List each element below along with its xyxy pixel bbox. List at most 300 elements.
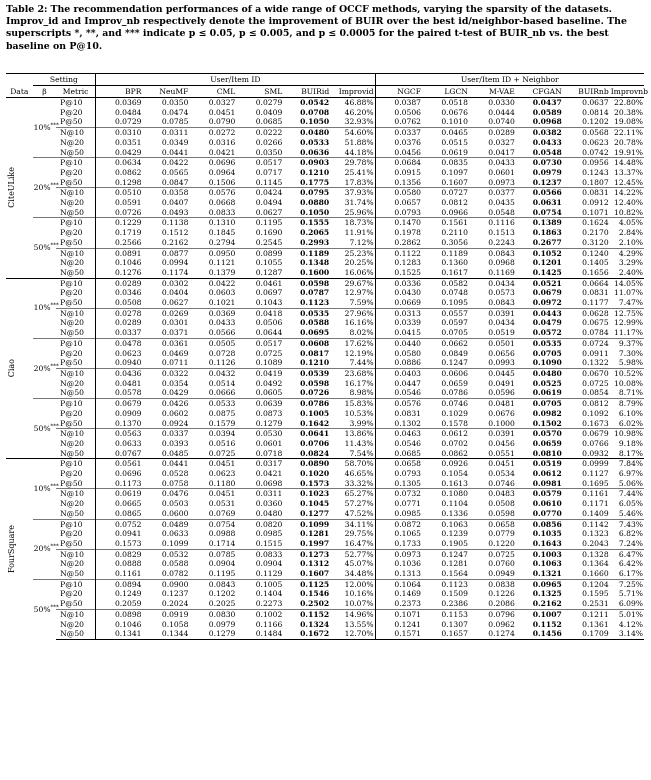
table-row: [6, 188, 644, 198]
table-cell: 0.0787: [300, 288, 330, 298]
table-cell: 0.1035: [532, 529, 562, 539]
results-table: [6, 73, 648, 640]
table-cell: 7.47%: [618, 298, 643, 308]
table-cell: 0.0812: [441, 198, 468, 208]
table-row: [6, 108, 644, 118]
table-cell: 0.0437: [532, 98, 562, 107]
metric-label: P@20: [60, 348, 83, 358]
column-header: NeuMF: [143, 86, 190, 98]
metric-label: N@20: [60, 198, 85, 208]
table-cell: 0.0779: [488, 529, 515, 539]
table-cell: 0.1201: [532, 258, 562, 268]
table-cell: 0.0327: [488, 137, 515, 147]
table-cell: 0.1733: [375, 539, 422, 549]
table-cell: 0.1003: [516, 549, 563, 559]
table-cell: 0.0369: [189, 308, 236, 318]
table-cell: 0.0272: [189, 128, 236, 138]
table-cell: 0.1052: [516, 248, 563, 258]
table-cell: 0.1129: [255, 569, 283, 579]
table-cell: 0.0742: [582, 147, 609, 157]
table-cell: 0.1189: [283, 248, 330, 258]
table-cell: 0.0711: [161, 358, 189, 368]
table-cell: 0.0506: [375, 108, 422, 118]
table-cell: 0.0810: [532, 448, 562, 458]
table-cell: 0.2043: [582, 538, 609, 548]
table-cell: 46.65%: [344, 469, 374, 479]
metric-label: P@20: [60, 529, 83, 539]
table-cell: 47.52%: [344, 508, 374, 518]
table-cell: 0.0981: [532, 478, 562, 488]
table-row: [6, 138, 644, 148]
table-cell: 0.1174: [161, 267, 189, 277]
table-cell: 0.1023: [283, 489, 330, 499]
table-cell: 0.0872: [375, 519, 422, 529]
table-cell: 0.0962: [488, 619, 515, 629]
metric-label: P@20: [60, 469, 83, 479]
table-cell: 7.30%: [618, 348, 643, 358]
table-cell: 0.0675: [582, 318, 609, 328]
table-cell: 5.71%: [618, 589, 643, 599]
table-row: [6, 459, 644, 469]
table-cell: 0.0641: [283, 429, 330, 439]
table-cell: 51.88%: [344, 137, 374, 147]
table-cell: 0.0696: [96, 469, 143, 479]
metric-label: P@10: [56, 579, 95, 589]
table-cell: 0.0786: [441, 388, 468, 398]
table-cell: 0.0833: [236, 549, 283, 559]
metric-label: N@50: [60, 147, 85, 157]
table-cell: 0.0589: [532, 107, 562, 117]
table-cell: 0.1302: [375, 419, 422, 429]
table-cell: 0.0831: [563, 188, 610, 198]
table-cell: 0.0973: [488, 177, 515, 187]
table-cell: 0.0762: [375, 117, 422, 127]
table-cell: 25.96%: [344, 207, 374, 217]
metric-label: P@50: [60, 177, 83, 187]
table-cell: 37.93%: [330, 188, 375, 198]
table-row: [6, 318, 644, 328]
table-cell: 0.0445: [469, 368, 516, 378]
table-cell: 0.1277: [300, 508, 330, 518]
table-cell: 0.3056: [441, 237, 468, 247]
table-cell: 0.1240: [563, 248, 610, 258]
table-cell: 0.0576: [375, 399, 422, 409]
table-cell: 0.1145: [255, 177, 283, 187]
table-cell: 0.0456: [375, 148, 422, 158]
table-row: [6, 338, 644, 348]
metric-label: N@50: [60, 569, 85, 579]
metric-label: P@50: [60, 237, 83, 247]
table-cell: 0.1161: [563, 489, 610, 499]
table-row: [6, 469, 644, 479]
table-cell: 0.0979: [208, 619, 236, 629]
table-cell: 0.1310: [189, 218, 236, 228]
table-cell: 0.0758: [161, 478, 189, 488]
table-row: [6, 539, 644, 549]
table-cell: 0.0903: [283, 158, 330, 168]
table-cell: 0.0493: [161, 207, 189, 217]
table-cell: 0.0725: [469, 549, 516, 559]
table-cell: 0.0717: [255, 167, 283, 177]
table-cell: 0.2170: [582, 228, 609, 238]
table-row: [6, 178, 644, 188]
table-body: [6, 98, 644, 640]
table-cell: 0.0708: [300, 107, 330, 117]
table-cell: 0.2862: [375, 238, 422, 248]
table-cell: 0.0518: [441, 98, 468, 107]
table-cell: 0.0387: [375, 98, 422, 108]
column-header: BPR: [96, 86, 143, 98]
table-cell: 0.0528: [161, 469, 189, 479]
table-row: [6, 559, 644, 569]
table-cell: 0.1007: [516, 609, 563, 619]
table-cell: 4.05%: [610, 218, 644, 228]
metric-label: N@20: [60, 619, 85, 629]
metric-label: P@50: [60, 117, 83, 127]
table-cell: 0.0485: [161, 448, 189, 458]
column-header: BUIRnb: [563, 86, 610, 98]
table-cell: 12.19%: [344, 348, 374, 358]
table-cell: 0.0894: [96, 579, 143, 589]
table-cell: 22.11%: [610, 128, 644, 138]
table-cell: 0.0435: [488, 198, 515, 208]
table-cell: 0.0451: [208, 107, 236, 117]
table-cell: 0.1046: [96, 620, 143, 630]
table-cell: 0.2162: [161, 237, 189, 247]
table-cell: 0.1080: [422, 489, 469, 499]
table-cell: 0.1348: [300, 258, 330, 268]
metric-label: P@10: [56, 338, 95, 348]
table-cell: 0.0782: [161, 569, 189, 579]
table-cell: 0.1564: [441, 569, 468, 579]
table-cell: 0.0899: [236, 248, 283, 258]
table-cell: 19.91%: [614, 147, 643, 157]
table-cell: 0.0576: [189, 188, 236, 198]
table-cell: 0.0728: [208, 348, 236, 358]
table-cell: 0.1063: [532, 559, 562, 569]
table-cell: 8.98%: [349, 388, 374, 398]
table-row: [6, 168, 644, 178]
table-cell: 0.0391: [469, 429, 516, 439]
table-cell: 0.0888: [96, 559, 143, 569]
metric-label: P@50: [60, 538, 83, 548]
table-cell: 0.0631: [532, 198, 562, 208]
table-cell: 0.0469: [161, 348, 189, 358]
table-cell: 0.0679: [563, 429, 610, 439]
table-cell: 0.0702: [441, 438, 468, 448]
table-cell: 0.0662: [422, 338, 469, 348]
table-cell: 0.0812: [563, 399, 610, 409]
table-cell: 0.1142: [563, 519, 610, 529]
table-cell: 0.0517: [236, 158, 283, 168]
table-cell: 11.91%: [344, 228, 374, 238]
table-cell: 0.0422: [143, 158, 190, 168]
table-cell: 0.2993: [300, 237, 330, 247]
metric-label: N@20: [60, 137, 85, 147]
table-cell: 0.2243: [488, 237, 515, 247]
table-cell: 0.2794: [208, 237, 236, 247]
table-cell: 0.0568: [563, 128, 610, 138]
table-cell: 0.0904: [255, 559, 283, 569]
table-cell: 13.37%: [614, 167, 643, 177]
table-cell: 5.46%: [618, 508, 643, 518]
table-cell: 0.1099: [161, 538, 189, 548]
metric-label: P@10: [56, 278, 95, 288]
table-cell: 0.0433: [469, 158, 516, 168]
table-cell: 0.1064: [375, 579, 422, 589]
table-cell: 0.1237: [161, 589, 189, 599]
table-cell: 0.0546: [375, 388, 422, 398]
table-cell: 6.02%: [618, 418, 643, 428]
table-cell: 31.74%: [344, 198, 374, 208]
table-cell: 0.1000: [488, 418, 515, 428]
table-cell: 2.10%: [618, 237, 643, 247]
metric-label: N@50: [60, 388, 85, 398]
table-cell: 0.1180: [208, 478, 236, 488]
table-cell: 0.0531: [208, 499, 236, 509]
table-cell: 0.1195: [236, 218, 283, 228]
table-cell: 0.2386: [441, 599, 468, 609]
table-row: [6, 98, 644, 108]
table-cell: 0.1169: [488, 267, 515, 277]
table-row: [6, 549, 644, 559]
table-caption: [6, 4, 644, 53]
table-cell: 0.0501: [469, 338, 516, 348]
beta-setting: 10%***: [33, 122, 59, 132]
table-cell: 0.0843: [189, 579, 236, 589]
significance-marker: ***: [50, 604, 59, 611]
table-cell: 0.1065: [375, 529, 422, 539]
table-cell: 0.1624: [563, 218, 610, 228]
table-cell: 12.75%: [610, 308, 644, 318]
table-cell: 0.1719: [96, 228, 143, 238]
table-cell: 0.0484: [96, 108, 143, 118]
table-cell: 0.0862: [96, 168, 143, 178]
metric-label: N@50: [60, 207, 85, 217]
table-cell: 0.0532: [143, 549, 190, 559]
table-cell: 0.0904: [208, 559, 236, 569]
table-cell: 57.27%: [344, 499, 374, 509]
table-cell: 0.0514: [208, 378, 236, 388]
table-cell: 46.88%: [344, 98, 374, 107]
table-cell: 0.1863: [532, 228, 562, 238]
table-cell: 0.2024: [161, 599, 189, 609]
table-cell: 0.2677: [532, 237, 562, 247]
table-cell: 0.1409: [582, 508, 609, 518]
table-cell: 0.0360: [255, 499, 283, 509]
metric-label: N@20: [60, 559, 85, 569]
table-cell: 0.0302: [143, 278, 190, 288]
table-cell: 0.0436: [96, 368, 143, 378]
table-cell: 0.0419: [236, 368, 283, 378]
table-row: [6, 620, 644, 630]
table-cell: 0.1546: [300, 589, 330, 599]
table-cell: 0.0670: [563, 368, 610, 378]
table-cell: 0.0793: [375, 469, 422, 479]
table-cell: 0.0875: [208, 408, 236, 418]
table-cell: 17.83%: [344, 177, 374, 187]
significance-marker: ***: [50, 363, 59, 370]
table-cell: 0.0517: [236, 338, 283, 348]
table-cell: 0.2025: [208, 599, 236, 609]
table-cell: 0.0725: [208, 448, 236, 458]
table-cell: 0.1571: [375, 629, 422, 639]
table-cell: 0.0730: [516, 158, 563, 168]
metric-label: N@20: [60, 378, 85, 388]
column-header: Improvid: [330, 86, 375, 98]
table-cell: 0.0605: [255, 388, 283, 398]
table-cell: 0.1775: [300, 177, 330, 187]
table-cell: 0.0659: [532, 438, 562, 448]
table-cell: 0.0480: [283, 128, 330, 138]
table-cell: 6.10%: [618, 408, 643, 418]
table-row: [6, 238, 644, 248]
table-cell: 9.37%: [610, 338, 644, 348]
table-cell: 0.0289: [96, 318, 143, 328]
table-cell: 0.1807: [582, 177, 609, 187]
table-cell: 0.0941: [96, 529, 143, 539]
table-cell: 0.0269: [143, 308, 190, 318]
dataset-name: FourSquare: [7, 525, 16, 574]
table-cell: 0.0833: [208, 207, 236, 217]
table-cell: 0.1281: [441, 559, 468, 569]
table-cell: 0.0949: [488, 569, 515, 579]
metric-label: P@10: [56, 218, 95, 228]
table-cell: 0.1561: [422, 218, 469, 228]
caption-label: Table 2:: [6, 4, 48, 15]
table-cell: 0.0519: [488, 328, 515, 338]
table-cell: 0.0748: [441, 288, 468, 298]
caption-text: The recommendation performances of a wide range of OCCF methods, varying the sparsity of the datasets. Improv_id and Improv_nb respectively denote the improvement of BUIR over the best id/neighbor-based baseline. The superscripts *, **, and *** indicate p ≤ 0.05, p ≤ 0.005, and p ≤ 0.0005 for the paired t-test of BUIR_nb vs. the best baseline on P@10.: [6, 4, 627, 52]
table-cell: 0.1325: [532, 589, 562, 599]
table-cell: 0.1239: [441, 529, 468, 539]
table-cell: 0.0705: [532, 348, 562, 358]
table-cell: 0.0433: [532, 137, 562, 147]
table-cell: 0.0539: [283, 368, 330, 378]
table-cell: 0.0639: [236, 399, 283, 409]
table-cell: 0.0705: [516, 399, 563, 409]
table-cell: 12.40%: [614, 198, 643, 208]
table-cell: 0.2531: [582, 599, 609, 609]
table-cell: 0.0676: [488, 408, 515, 418]
table-cell: 0.0481: [96, 379, 143, 389]
table-cell: 0.0278: [96, 308, 143, 318]
table-cell: 0.0222: [236, 128, 283, 138]
table-cell: 0.1202: [208, 589, 236, 599]
table-cell: 0.0658: [469, 519, 516, 529]
beta-setting: 10%***: [33, 459, 56, 519]
table-row: [6, 609, 644, 619]
table-cell: 0.0492: [255, 378, 283, 388]
table-cell: 0.0358: [143, 188, 190, 198]
table-cell: 0.0752: [96, 519, 143, 529]
table-cell: 0.1672: [283, 629, 330, 639]
table-cell: 0.0697: [255, 288, 283, 298]
significance-marker: ***: [50, 122, 59, 129]
table-cell: 0.1152: [532, 619, 562, 629]
dataset-name: CiteULike: [7, 167, 16, 209]
table-cell: 0.0535: [283, 308, 330, 318]
table-cell: 0.0854: [582, 388, 609, 398]
table-cell: 0.0950: [189, 248, 236, 258]
table-cell: 0.1356: [375, 178, 422, 188]
table-cell: 0.1660: [582, 569, 609, 579]
table-cell: 0.1020: [300, 469, 330, 479]
table-cell: 7.59%: [349, 298, 374, 308]
table-cell: 52.77%: [330, 549, 375, 559]
table-cell: 8.17%: [618, 448, 643, 458]
table-cell: 0.1579: [208, 418, 236, 428]
table-cell: 0.0838: [469, 579, 516, 589]
table-cell: 0.0873: [255, 408, 283, 418]
table-cell: 0.0760: [488, 559, 515, 569]
significance-marker: ***: [50, 423, 59, 430]
table-cell: 32.93%: [344, 117, 374, 127]
metric-label: N@10: [56, 368, 95, 378]
table-cell: 0.1071: [582, 207, 609, 217]
metric-label: N@50: [60, 267, 85, 277]
table-cell: 0.0966: [441, 207, 468, 217]
table-cell: 0.0391: [469, 308, 516, 318]
table-cell: 0.0849: [441, 348, 468, 358]
table-cell: 0.2065: [300, 228, 330, 238]
table-cell: 0.0570: [516, 429, 563, 439]
table-cell: 0.0546: [375, 439, 422, 449]
table-cell: 0.0695: [300, 328, 330, 338]
table-cell: 0.0561: [96, 459, 143, 469]
table-cell: 12.45%: [614, 177, 643, 187]
table-cell: 0.1123: [422, 579, 469, 589]
table-cell: 0.1425: [532, 267, 562, 277]
table-cell: 0.1279: [189, 629, 236, 639]
table-cell: 0.1997: [300, 538, 330, 548]
table-cell: 11.07%: [614, 288, 643, 298]
column-header: SML: [236, 86, 283, 98]
table-cell: 0.0993: [488, 358, 515, 368]
table-row: [6, 449, 644, 459]
table-cell: 0.0361: [143, 338, 190, 348]
significance-marker: ***: [50, 483, 59, 490]
table-cell: 19.08%: [614, 117, 643, 127]
table-cell: 0.0279: [255, 98, 283, 107]
table-cell: 0.0679: [96, 399, 143, 409]
table-cell: 0.0441: [161, 147, 189, 157]
table-cell: 0.0965: [516, 579, 563, 589]
table-cell: 0.0724: [563, 338, 610, 348]
metric-label: P@50: [60, 418, 83, 428]
dataset-name: Ciao: [7, 359, 16, 378]
table-cell: 0.1525: [375, 268, 422, 278]
table-cell: 0.0994: [161, 258, 189, 268]
table-cell: 0.1389: [516, 218, 563, 228]
beta-setting: 50%***: [33, 399, 56, 459]
metric-label: P@10: [56, 399, 95, 409]
table-cell: 0.1247: [422, 549, 469, 559]
table-cell: 0.0644: [255, 328, 283, 338]
table-cell: 6.09%: [618, 599, 643, 609]
table-cell: 7.25%: [610, 579, 644, 589]
table-row: [6, 409, 644, 419]
table-cell: 0.1714: [208, 538, 236, 548]
header-row-groups: [6, 74, 644, 86]
table-cell: 0.0767: [96, 449, 143, 459]
table-cell: 0.0900: [143, 579, 190, 589]
table-cell: 10.53%: [344, 408, 374, 418]
beta-setting: 20%***: [33, 519, 56, 579]
table-cell: 0.0603: [208, 288, 236, 298]
table-cell: 0.1241: [375, 620, 422, 630]
table-row: [6, 439, 644, 449]
